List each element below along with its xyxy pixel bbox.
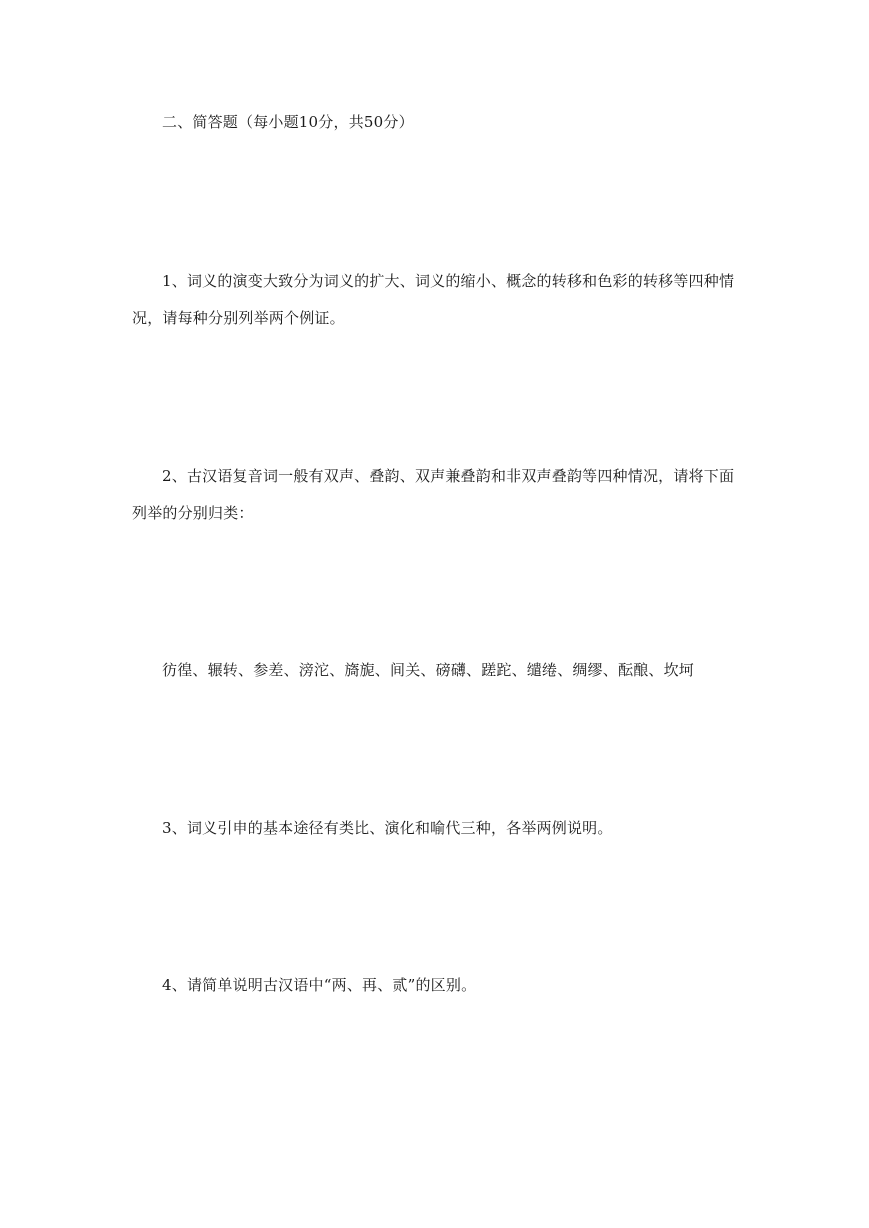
section-heading: 二、简答题（每小题10分，共50分） xyxy=(162,113,414,131)
question-2-word-list: 彷徨、辗转、参差、滂沱、旖旎、间关、磅礴、蹉跎、缱绻、绸缪、酝酿、坎坷 xyxy=(162,661,695,679)
question-1-line-2: 况，请每种分别列举两个例证。 xyxy=(132,309,345,327)
question-1-line-1: 1、词义的演变大致分为词义的扩大、词义的缩小、概念的转移和色彩的转移等四种情 xyxy=(162,272,735,290)
question-2-line-1: 2、古汉语复音词一般有双声、叠韵、双声兼叠韵和非双声叠韵等四种情况，请将下面 xyxy=(162,467,735,485)
question-4-line-1: 4、请简单说明古汉语中“两、再、贰”的区别。 xyxy=(162,976,477,994)
question-3-line-1: 3、词义引申的基本途径有类比、演化和喻代三种，各举两例说明。 xyxy=(162,819,613,837)
question-2-line-2: 列举的分别归类： xyxy=(132,504,254,522)
